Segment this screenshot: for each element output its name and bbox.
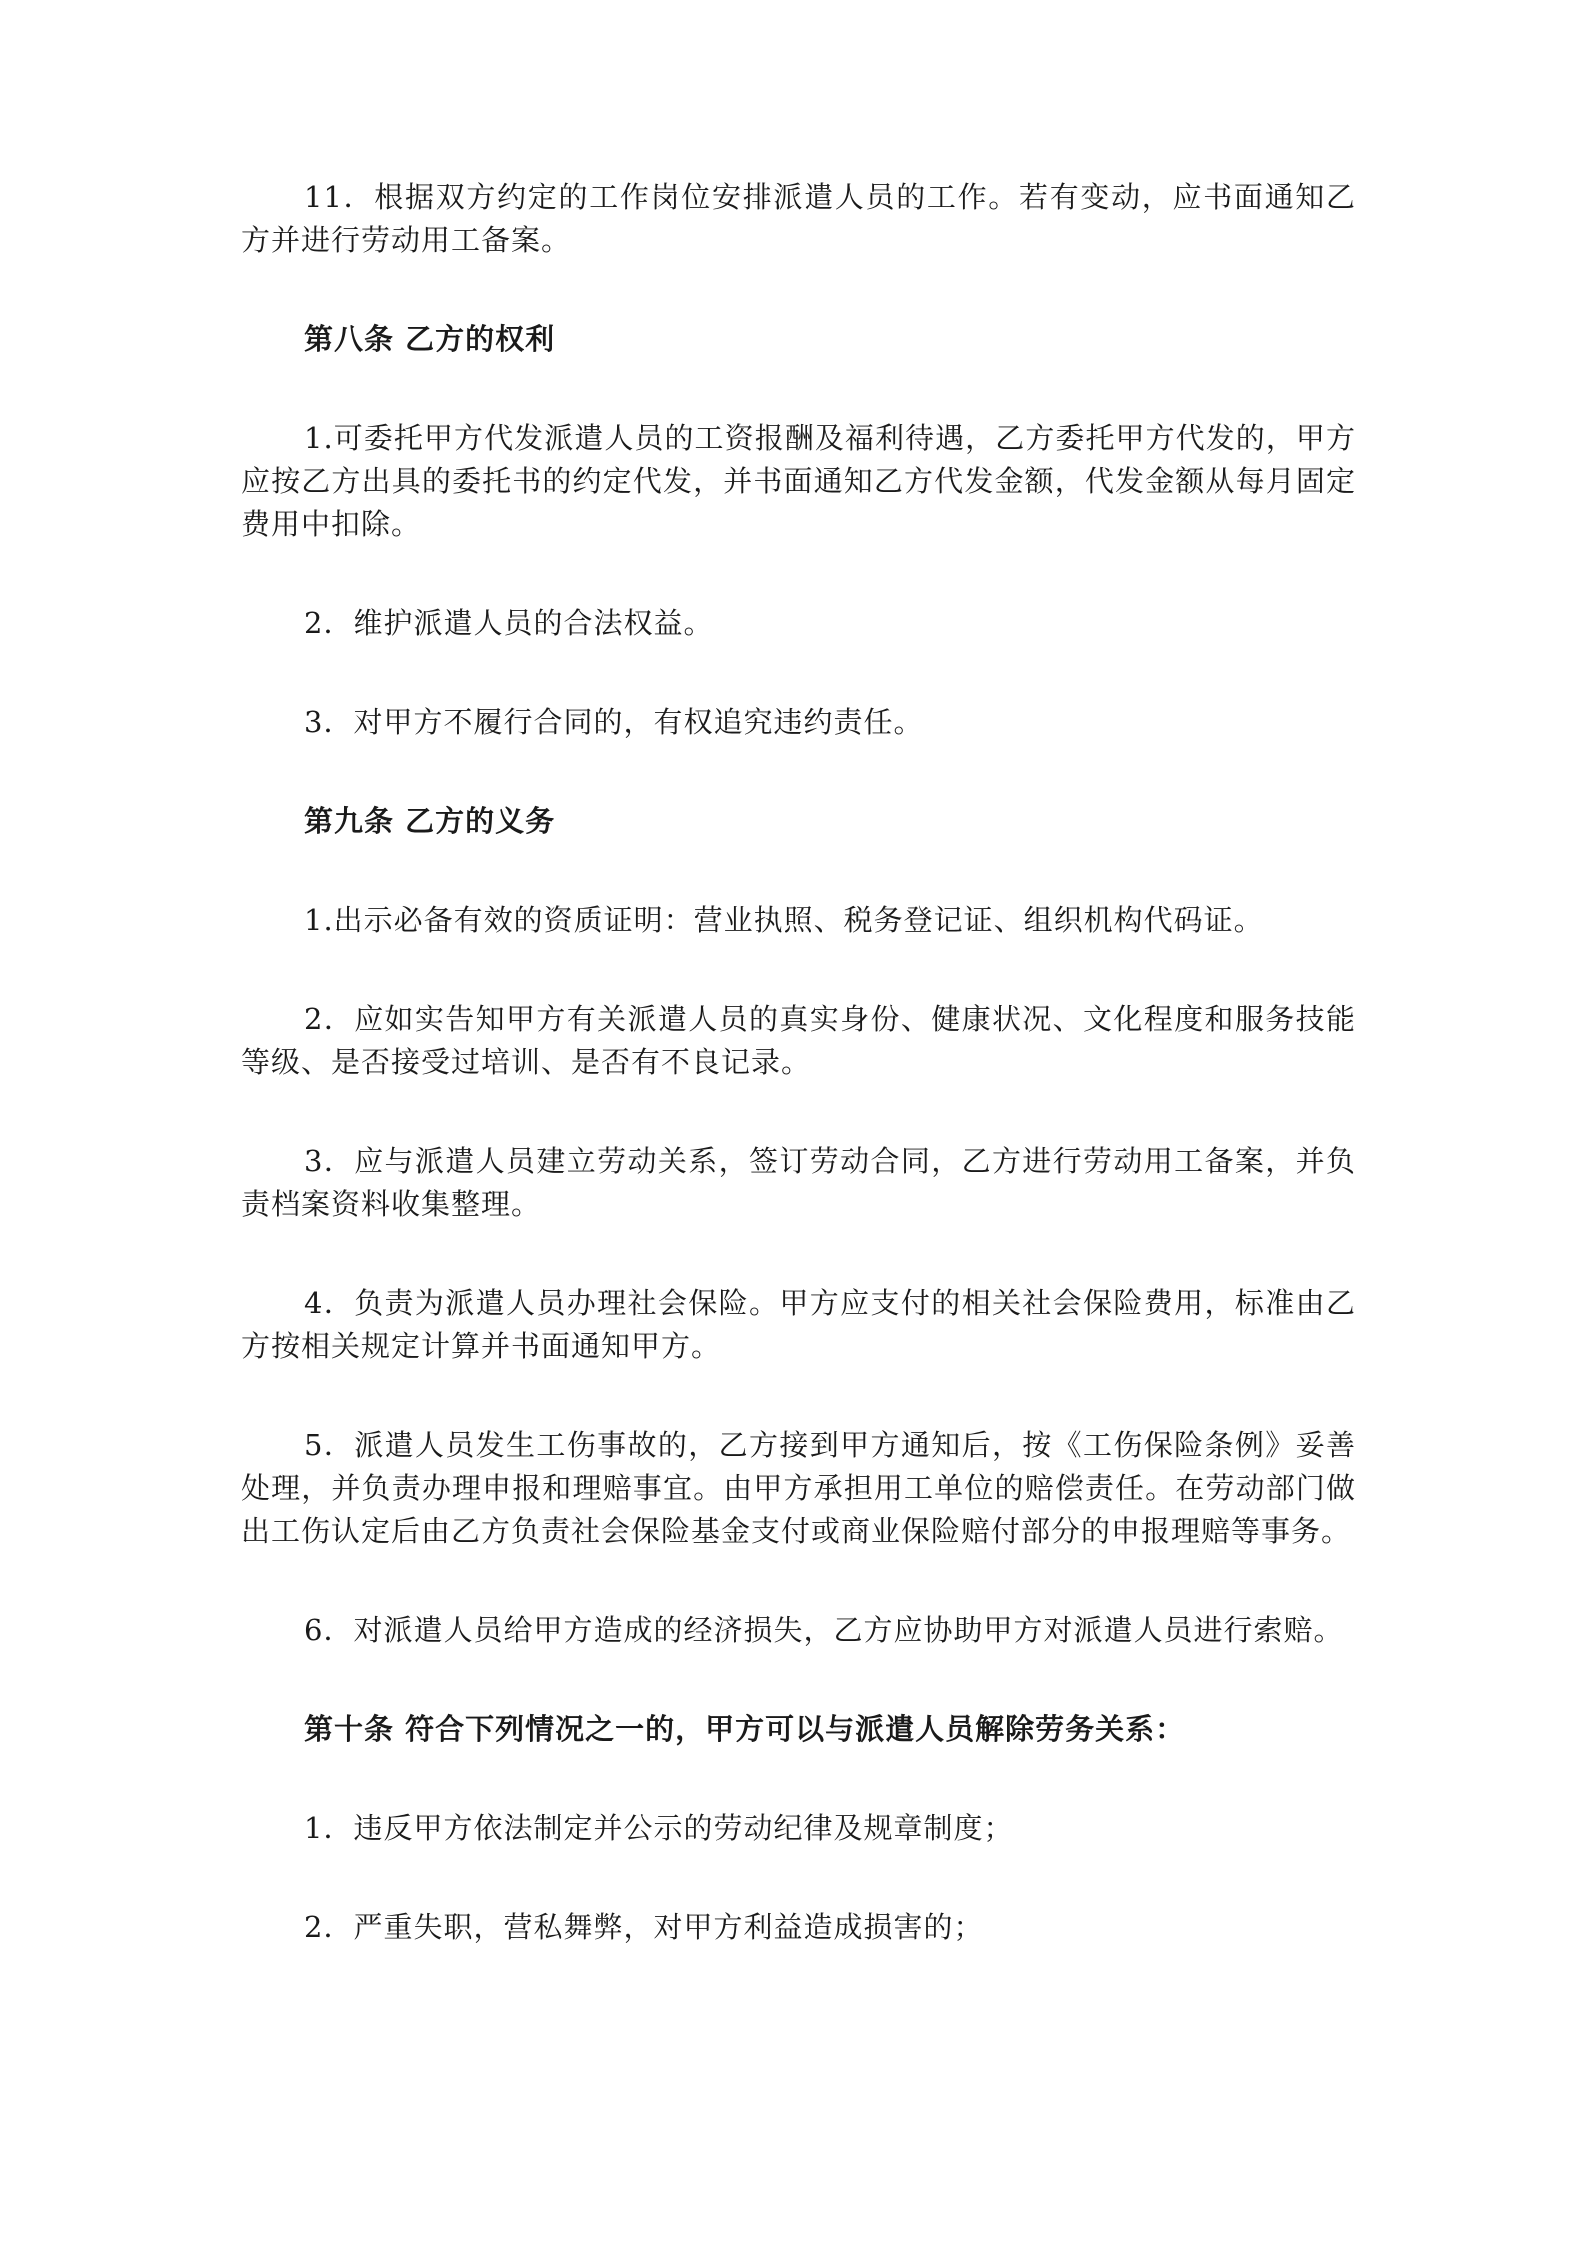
article-9-heading: 第九条 乙方的义务 <box>304 804 556 838</box>
rights-item-3: 3．对甲方不履行合同的，有权追究违约责任。 <box>304 705 924 739</box>
termination-item-1: 1．违反甲方依法制定并公示的劳动纪律及规章制度； <box>304 1811 1014 1845</box>
termination-item-2: 2．严重失职，营私舞弊，对甲方利益造成损害的； <box>304 1910 984 1944</box>
obligations-item-1: 1.出示必备有效的资质证明：营业执照、税务登记证、组织机构代码证。 <box>304 903 1264 937</box>
obligations-item-3: 3．应与派遣人员建立劳动关系，签订劳动合同，乙方进行劳动用工备案，并负责档案资料收集整理。 <box>241 1144 1356 1221</box>
article-8-heading: 第八条 乙方的权利 <box>304 322 556 356</box>
document-page <box>241 176 1356 1949</box>
paragraph-11-job-assignment: 11．根据双方约定的工作岗位安排派遣人员的工作。若有变动，应书面通知乙方并进行劳动用工备案。 <box>241 180 1356 257</box>
rights-item-1: 1.可委托甲方代发派遣人员的工资报酬及福利待遇，乙方委托甲方代发的，甲方应按乙方出具的委托书的约定代发，并书面通知乙方代发金额，代发金额从每月固定费用中扣除。 <box>241 421 1356 541</box>
article-10-heading: 第十条 符合下列情况之一的，甲方可以与派遣人员解除劳务关系： <box>304 1712 1186 1746</box>
obligations-item-5: 5．派遣人员发生工伤事故的，乙方接到甲方通知后，按《工伤保险条例》妥善处理，并负责办理申报和理赔事宜。由甲方承担用工单位的赔偿责任。在劳动部门做出工伤认定后由乙方负责社会保险基金支付或商业保险赔付部分的申报理赔等事务。 <box>241 1428 1356 1548</box>
obligations-item-4: 4．负责为派遣人员办理社会保险。甲方应支付的相关社会保险费用，标准由乙方按相关规定计算并书面通知甲方。 <box>241 1286 1356 1363</box>
rights-item-2: 2．维护派遣人员的合法权益。 <box>304 606 714 640</box>
obligations-item-2: 2．应如实告知甲方有关派遣人员的真实身份、健康状况、文化程度和服务技能等级、是否接受过培训、是否有不良记录。 <box>241 1002 1356 1079</box>
obligations-item-6: 6．对派遣人员给甲方造成的经济损失，乙方应协助甲方对派遣人员进行索赔。 <box>304 1613 1344 1647</box>
